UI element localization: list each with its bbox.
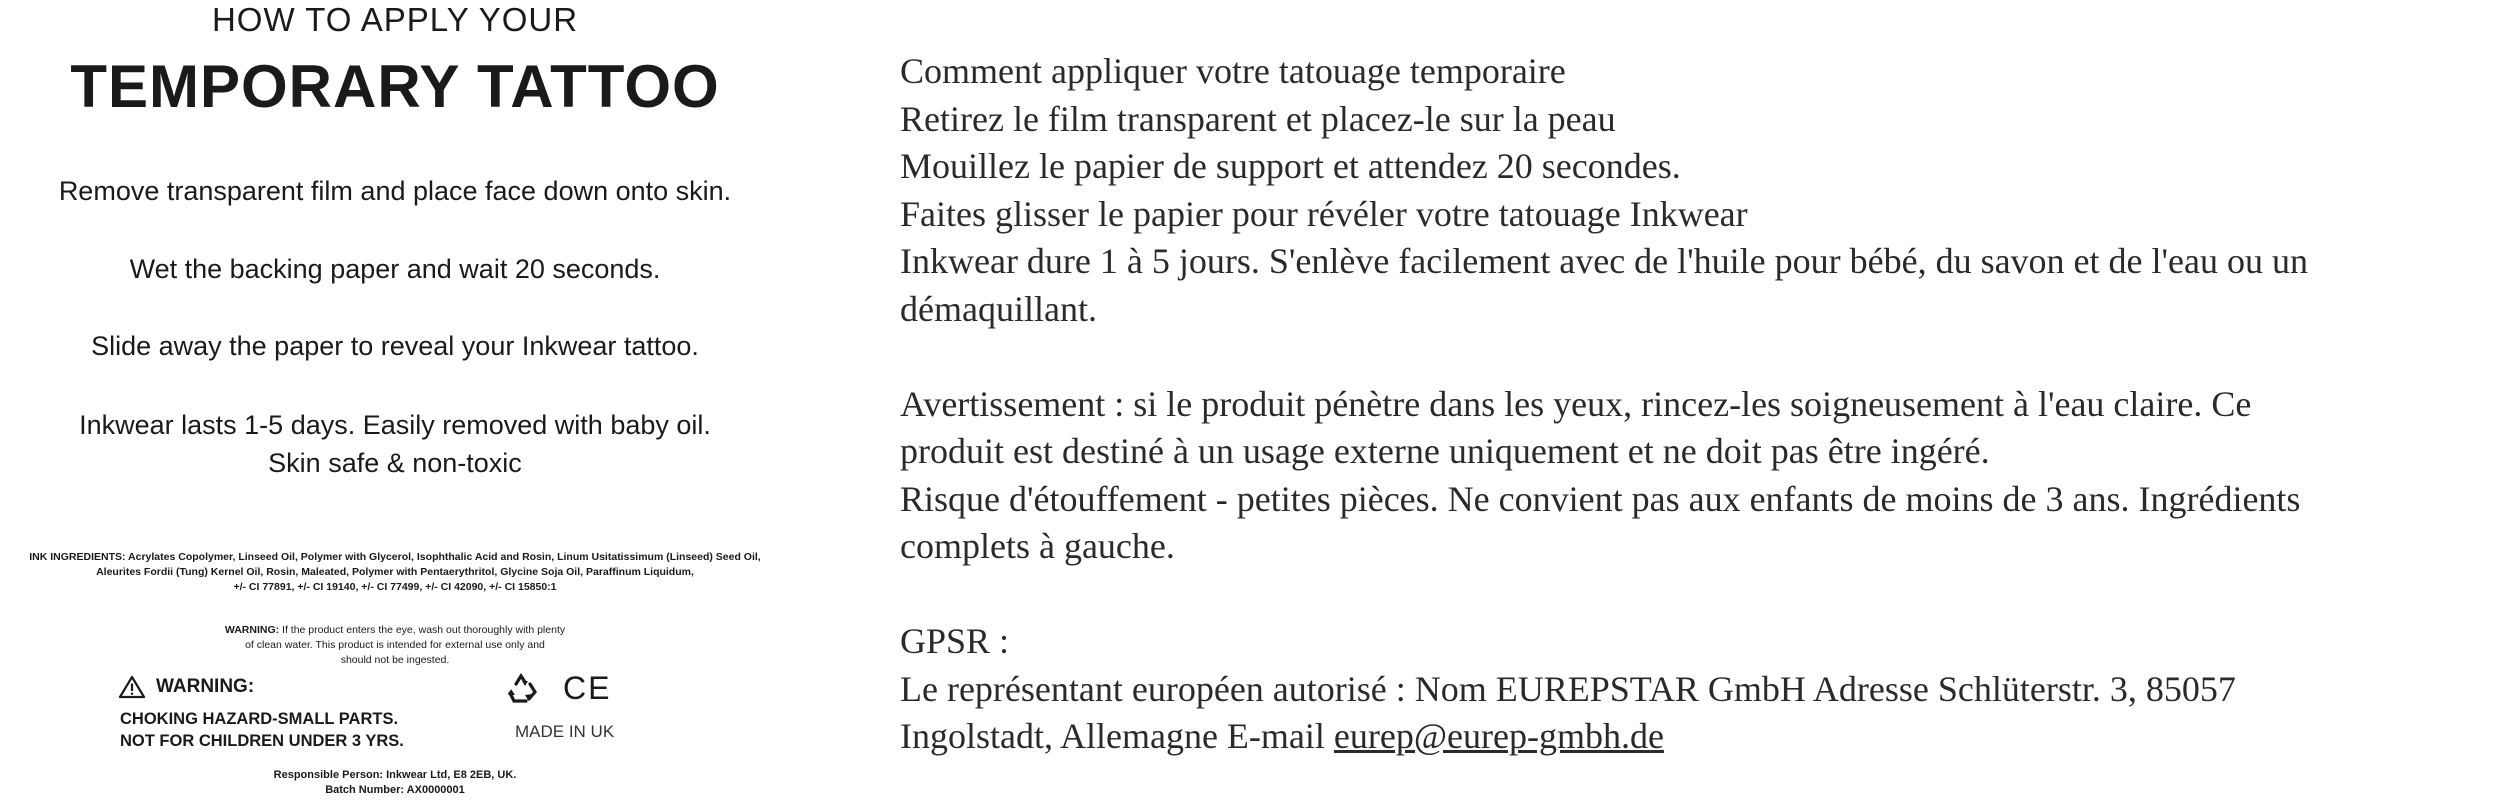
recycle-icon bbox=[505, 672, 541, 706]
responsible-person bbox=[0, 768, 790, 798]
eye-warning-text: If the product enters the eye, wash out thoroughly with plenty bbox=[279, 624, 566, 636]
how-to-apply-heading: HOW TO APPLY YOUR bbox=[211, 1, 579, 38]
choking-warning-heading bbox=[118, 675, 254, 699]
label-panel-french bbox=[900, 48, 2500, 761]
step-remove-film: Remove transparent film and place face down onto skin. bbox=[58, 176, 732, 206]
ingredients-line: INK INGREDIENTS: Acrylates Copolymer, Linseed Oil, Polymer with Glycerol, Isophthalic Acid and Rosin, Linum Usitatissimum (Linseed) Seed Oil, bbox=[29, 551, 761, 563]
email-link[interactable]: eurep@eurep-gmbh.de bbox=[1333, 716, 1664, 756]
french-warning-line: Avertissement : si le produit pénètre dans les yeux, rincez-les soigneusement à l'eau claire. Ce bbox=[900, 383, 2252, 424]
french-line: Inkwear dure 1 à 5 jours. S'enlève facilement avec de l'huile pour bébé, du savon et de l'eau ou un bbox=[900, 241, 2308, 281]
french-line: Retirez le film transparent et placez-le sur la peau bbox=[900, 98, 1616, 139]
warning-label: WARNING: bbox=[156, 676, 255, 697]
made-in-uk: MADE IN UK bbox=[515, 722, 615, 741]
eye-warning-text: of clean water. This product is intended for external use only and bbox=[245, 639, 545, 651]
step-lasts: Inkwear lasts 1-5 days. Easily removed with baby oil. bbox=[79, 410, 711, 440]
temporary-tattoo-title: TEMPORARY TATTOO bbox=[70, 53, 720, 120]
ink-ingredients bbox=[0, 550, 790, 595]
address-prefix: Ingolstadt, Allemagne E-mail bbox=[900, 716, 1334, 756]
warning-triangle-icon bbox=[118, 675, 146, 699]
french-warning-line: Risque d'étouffement - petites pièces. Ne convient pas aux enfants de moins de 3 ans. Ingrédients bbox=[900, 478, 2301, 519]
choking-line: CHOKING HAZARD-SMALL PARTS. bbox=[120, 710, 399, 728]
french-line: Faites glisser le papier pour révéler votre tatouage Inkwear bbox=[900, 193, 1748, 234]
responsible-line: Responsible Person: Inkwear Ltd, E8 2EB, UK. bbox=[273, 769, 517, 781]
gpsr-label: GPSR : bbox=[900, 621, 1010, 661]
eye-warning bbox=[0, 623, 790, 668]
eye-warning-label: WARNING: bbox=[224, 624, 280, 636]
address-line bbox=[900, 713, 2500, 761]
french-line: démaquillant. bbox=[900, 288, 1097, 329]
certification-marks bbox=[505, 670, 611, 707]
eye-warning-text: should not be ingested. bbox=[340, 654, 450, 666]
step-skin-safe: Skin safe & non-toxic bbox=[268, 448, 522, 478]
ingredients-line: Aleurites Fordii (Tung) Kernel Oil, Rosin, Maleated, Polymer with Pentaerythritol, Glycine Soja Oil, Paraffinum Liquidum, bbox=[96, 566, 694, 578]
french-warning-line: produit est destiné à un usage externe uniquement et ne doit pas être ingéré. bbox=[900, 431, 1990, 471]
batch-number: Batch Number: AX0000001 bbox=[325, 784, 465, 796]
eu-representative-line: Le représentant européen autorisé : Nom EUREPSTAR GmbH Adresse Schlüterstr. 3, 85057 bbox=[900, 668, 2236, 709]
choking-line: NOT FOR CHILDREN UNDER 3 YRS. bbox=[120, 732, 404, 750]
choking-hazard-text bbox=[120, 708, 404, 752]
french-line: Mouillez le papier de support et attendez 20 secondes. bbox=[900, 146, 1681, 186]
step-slide-paper: Slide away the paper to reveal your Inkwear tattoo. bbox=[91, 331, 699, 361]
french-warning-line: complets à gauche. bbox=[900, 526, 1175, 566]
ingredients-line: +/- CI 77891, +/- CI 19140, +/- CI 77499, +/- CI 42090, +/- CI 15850:1 bbox=[233, 581, 557, 593]
french-line: Comment appliquer votre tatouage temporaire bbox=[900, 51, 1566, 91]
ce-mark-icon: CE bbox=[563, 670, 612, 706]
label-panel-english bbox=[0, 0, 790, 800]
step-wet-paper: Wet the backing paper and wait 20 seconds. bbox=[129, 254, 661, 284]
